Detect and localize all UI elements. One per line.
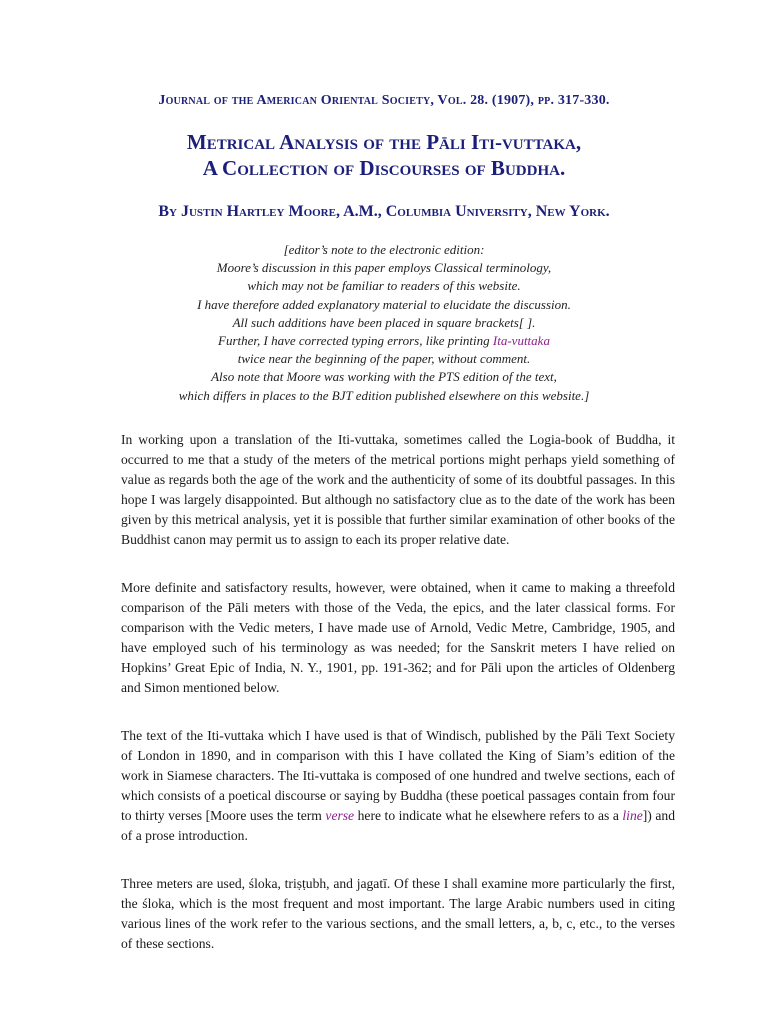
editor-note-line: twice near the beginning of the paper, without comment.: [237, 351, 531, 367]
editor-note-line: [editor’s note to the electronic edition:: [283, 242, 485, 257]
editor-note-line: which may not be familiar to readers of this website.: [247, 278, 521, 294]
editor-note-line: I have therefore added explanatory material to elucidate the discussion.: [197, 296, 571, 312]
paragraph-4: Three meters are used, śloka, triṣṭubh, and jagatī. Of these I shall examine more particularly the first, the śloka, which is the most frequent and most important. The large Arabic numbers used in citing various lines of the work refer to the various sections, and the small letters, a, b, c, etc., to the verses of these sections.: [121, 876, 675, 951]
paragraph-1: In working upon a translation of the Iti-vuttaka, sometimes called the Logia-book of Buddha, it occurred to me that a study of the meters of the metrical portions might perhaps yield something of value as regards both the age of the work and the authenticity of some of its doubtful passages. In this hope I was largely disappointed. But although no satisfactory clue as to the date of the work has been given by this metrical analysis, yet it is possible that further similar examination of other books of the Buddhist canon may permit us to assign to each its proper relative date.: [121, 432, 675, 547]
article-title: [0, 129, 768, 181]
highlighted-term: line: [622, 808, 643, 823]
highlighted-term: verse: [325, 808, 355, 823]
title-line-2: A Collection of Discourses of Buddha.: [202, 156, 566, 180]
editor-note: [0, 241, 768, 405]
editor-note-text: Further, I have corrected typing errors, like printing: [218, 333, 493, 349]
editor-note-line: All such additions have been placed in square brackets[ ].: [232, 314, 536, 330]
paragraph-2: More definite and satisfactory results, however, were obtained, when it came to making a threefold comparison of the Pāli meters with those of the Veda, the epics, and the later classical forms. For comparison with the Vedic meters, I have made use of Arnold, Vedic Metre, Cambridge, 1905, and have employed such of his terminology as was needed; for the Sanskrit meters I have relied on Hopkins’ Great Epic of India, N. Y., 1901, pp. 191-362; and for Pāli upon the articles of Oldenberg and Simon mentioned below.: [121, 580, 675, 695]
editor-note-line: [0, 332, 768, 350]
author-line: By Justin Hartley Moore, A.M., Columbia University, New York.: [158, 203, 610, 220]
editor-note-line: Moore’s discussion in this paper employs Classical terminology,: [216, 260, 552, 276]
paragraph-text: here to indicate what he elsewhere refers to as a: [354, 808, 623, 823]
title-line-1: Metrical Analysis of the Pāli Iti-vuttaka,: [186, 130, 582, 154]
paragraph-3: [121, 726, 675, 846]
paragraph-text: The text of the Iti-vuttaka which I have used is that of Windisch, published by the Pāli Text Society of London in 1890, and in comparison with this I have collated the King of Siam’s edition of the work in Siamese characters. The Iti-vuttaka is composed of one hundred and twelve sections, each of which consists of a poetical discourse or saying by Buddha (these poetical passages contain from four to thirty verses [Moore uses the term: [121, 728, 675, 823]
editor-note-line: Also note that Moore was working with the PTS edition of the text,: [211, 369, 557, 385]
highlighted-term: Ita-vuttaka: [492, 333, 550, 349]
editor-note-line: which differs in places to the BJT edition published elsewhere on this website.]: [178, 387, 590, 403]
journal-citation: Journal of the American Oriental Society, Vol. 28. (1907), pp. 317-330.: [158, 93, 610, 108]
paragraph-text: ]) and of a prose introduction.: [121, 808, 675, 843]
